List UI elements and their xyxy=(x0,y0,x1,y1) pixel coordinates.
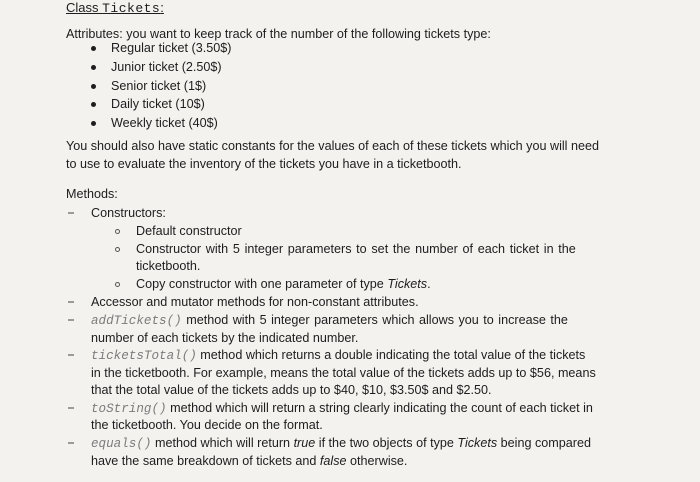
bullet-icon xyxy=(91,102,96,107)
accessor-mutator: Accessor and mutator methods for non-constant attributes. xyxy=(91,295,419,309)
add-tickets-desc: method with 5 integer parameters which allows you to increase the xyxy=(181,313,568,327)
attributes-intro: Attributes: you want to keep track of the number of the following tickets type: xyxy=(66,27,491,41)
constructor-copy-end: . xyxy=(427,277,431,291)
constructor-five-params-line-2: ticketbooth. xyxy=(136,259,201,273)
title-class-name: Tickets xyxy=(102,1,161,16)
bullet-icon xyxy=(91,84,96,89)
class-title xyxy=(66,0,164,17)
equals-type-word: Tickets xyxy=(457,436,498,450)
constructors-label: Constructors: xyxy=(91,206,166,220)
circle-bullet-icon xyxy=(115,229,120,234)
to-string-code: toString() xyxy=(91,402,167,416)
ticket-type-regular: Regular ticket (3.50$) xyxy=(111,41,232,55)
ticket-type-junior: Junior ticket (2.50$) xyxy=(111,60,222,74)
bullet-icon xyxy=(91,121,96,126)
tickets-total-line-1 xyxy=(91,347,585,364)
constructor-default: Default constructor xyxy=(136,224,242,238)
equals-false-word: false xyxy=(319,454,347,468)
circle-bullet-icon xyxy=(115,247,120,252)
circle-bullet-icon xyxy=(115,282,120,287)
dash-icon xyxy=(68,442,74,444)
equals-desc-b: if the two objects of type xyxy=(315,436,458,450)
tickets-total-desc: method which returns a double indicating the total value of the tickets xyxy=(196,348,586,362)
ticket-type-daily: Daily ticket (10$) xyxy=(111,97,205,111)
add-tickets-code: addTickets() xyxy=(91,314,182,328)
tickets-total-line-2: in the ticketbooth. For example, means the total value of the tickets adds up to $56, means xyxy=(91,366,596,380)
static-note-line-2: to use to evaluate the inventory of the tickets you have in a ticketbooth. xyxy=(66,157,462,171)
to-string-line-1 xyxy=(91,400,593,417)
dash-icon xyxy=(68,319,74,321)
equals-desc-a: method which will return xyxy=(151,436,294,450)
dash-icon xyxy=(68,407,74,409)
to-string-line-2: the ticketbooth. You decide on the format. xyxy=(91,418,323,432)
ticket-type-senior: Senior ticket (1$) xyxy=(111,79,207,93)
add-tickets-line-2: number of each tickets by the indicated number. xyxy=(91,331,359,345)
equals-line-1 xyxy=(91,435,591,452)
dash-icon xyxy=(68,354,74,356)
equals-desc-d: have the same breakdown of tickets and xyxy=(91,454,320,468)
constructor-five-params-line-1: Constructor with 5 integer parameters to set the number of each ticket in the xyxy=(136,242,576,256)
add-tickets-line-1 xyxy=(91,312,568,329)
tickets-total-code: ticketsTotal() xyxy=(91,349,197,363)
equals-desc-e: otherwise. xyxy=(346,454,408,468)
bullet-icon xyxy=(91,65,96,70)
equals-line-2 xyxy=(91,453,407,469)
equals-desc-c: being compared xyxy=(497,436,591,450)
bullet-icon xyxy=(91,46,96,51)
tickets-total-line-3: that the total value of the tickets adds up to $40, $10, $3.50$ and $2.50. xyxy=(91,383,492,397)
static-note-line-1: You should also have static constants for the values of each of these tickets which you will need xyxy=(66,139,599,153)
to-string-desc: method which will return a string clearly indicating the count of each ticket in xyxy=(166,401,593,415)
title-prefix: Class xyxy=(66,0,103,15)
constructor-copy xyxy=(136,276,431,292)
ticket-type-weekly: Weekly ticket (40$) xyxy=(111,116,218,130)
equals-true-word: true xyxy=(293,436,316,450)
constructor-copy-type: Tickets xyxy=(387,277,428,291)
dash-icon xyxy=(68,301,74,303)
dash-icon xyxy=(68,212,74,214)
methods-heading: Methods: xyxy=(66,187,118,201)
constructor-copy-text: Copy constructor with one parameter of type xyxy=(136,277,388,291)
title-suffix: : xyxy=(160,0,164,15)
equals-code: equals() xyxy=(91,437,152,451)
